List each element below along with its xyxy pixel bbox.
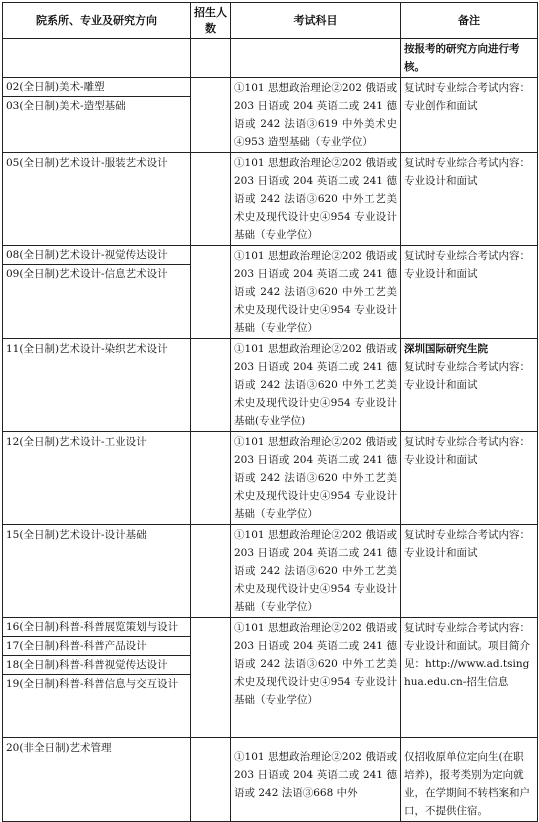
table-row [3, 246, 538, 339]
subjects-cell: ①101 思想政治理论②202 俄语或 203 日语或 204 英语二或 241 德语或 242 法语③620 中外工艺美术史及现代设计史④954 专业设计基础（专业学位） [231, 525, 401, 618]
table-row [3, 78, 538, 153]
note-cell: 深圳国际研究生院 复试时专业综合考试内容：专业设计和面试 [401, 339, 538, 432]
subjects-cell: ①101 思想政治理论②202 俄语或 203 日语或 204 英语二或 241 德语或 242 法语③620 中外工艺美术史及现代设计史④954 专业设计基础（专业学位） [231, 618, 401, 738]
note-cell: 按报考的研究方向进行考核。 [401, 39, 538, 78]
note-cell: 复试时专业综合考试内容：专业设计和面试 [401, 153, 538, 246]
table-row [3, 339, 538, 432]
note-cell: 复试时专业综合考试内容：专业设计和面试 [401, 432, 538, 525]
header-notes: 备注 [401, 3, 538, 39]
major-cell: 11(全日制)艺术设计-染织艺术设计 [3, 339, 191, 432]
major-cell: 08(全日制)艺术设计-视觉传达设计 09(全日制)艺术设计-信息艺术设计 [3, 246, 191, 339]
major-cell: 02(全日制)美术-雕塑 03(全日制)美术-造型基础 [3, 78, 191, 153]
header-quota: 招生人数 [191, 3, 231, 39]
note-cell: 复试时专业综合考试内容：专业设计和面试。项目简介见：http://www.ad.tsinghua.edu.cn-招生信息 [401, 618, 538, 738]
header-subjects: 考试科目 [231, 3, 401, 39]
subjects-cell: ①101 思想政治理论②202 俄语或 203 日语或 204 英语二或 241 德语或 242 法语③668 中外 [231, 738, 401, 822]
note-cell: 复试时专业综合考试内容：专业设计和面试 [401, 525, 538, 618]
subjects-cell: ①101 思想政治理论②202 俄语或 203 日语或 204 英语二或 241 德语或 242 法语③620 中外工艺美术史及现代设计史④954 专业设计基础（专业学位） [231, 246, 401, 339]
subjects-cell: ①101 思想政治理论②202 俄语或 203 日语或 204 英语二或 241 德语或 242 法语③620 中外工艺美术史及现代设计史④954 专业设计基础（专业学位） [231, 153, 401, 246]
table-row [3, 525, 538, 618]
admissions-table [2, 2, 538, 822]
note-cell: 复试时专业综合考试内容：专业创作和面试 [401, 78, 538, 153]
table-row [3, 738, 538, 822]
note-cell: 复试时专业综合考试内容：专业设计和面试 [401, 246, 538, 339]
table-row [3, 618, 538, 738]
table-row [3, 39, 538, 78]
subjects-cell: ①101 思想政治理论②202 俄语或 203 日语或 204 英语二或 241 德语或 242 法语③619 中外美术史④953 造型基础（专业学位） [231, 78, 401, 153]
major-cell: 05(全日制)艺术设计-服装艺术设计 [3, 153, 191, 246]
header-majors: 院系所、专业及研究方向 [3, 3, 191, 39]
major-cell: 15(全日制)艺术设计-设计基础 [3, 525, 191, 618]
header-row [3, 3, 538, 39]
table-row [3, 153, 538, 246]
campus-title: 深圳国际研究生院 [404, 343, 488, 355]
major-cell: 16(全日制)科普-科普展览策划与设计 17(全日制)科普-科普产品设计 18(全日制)科普-科普视觉传达设计 19(全日制)科普-科普信息与交互设计 [3, 618, 191, 738]
major-cell: 12(全日制)艺术设计-工业设计 [3, 432, 191, 525]
subjects-cell: ①101 思想政治理论②202 俄语或 203 日语或 204 英语二或 241 德语或 242 法语③620 中外工艺美术史及现代设计史④954 专业设计基础（专业学位） [231, 432, 401, 525]
note-cell: 仅招收原单位定向生(在职培养)，报考类别为定向就业，在学期间不转档案和户口，不提供住宿。 [401, 738, 538, 822]
subjects-cell: ①101 思想政治理论②202 俄语或 203 日语或 204 英语二或 241 德语或 242 法语③620 中外工艺美术史及现代设计史④954 专业设计基础(专业学位) [231, 339, 401, 432]
table-row [3, 432, 538, 525]
major-cell: 20(非全日制)艺术管理 [3, 738, 191, 822]
